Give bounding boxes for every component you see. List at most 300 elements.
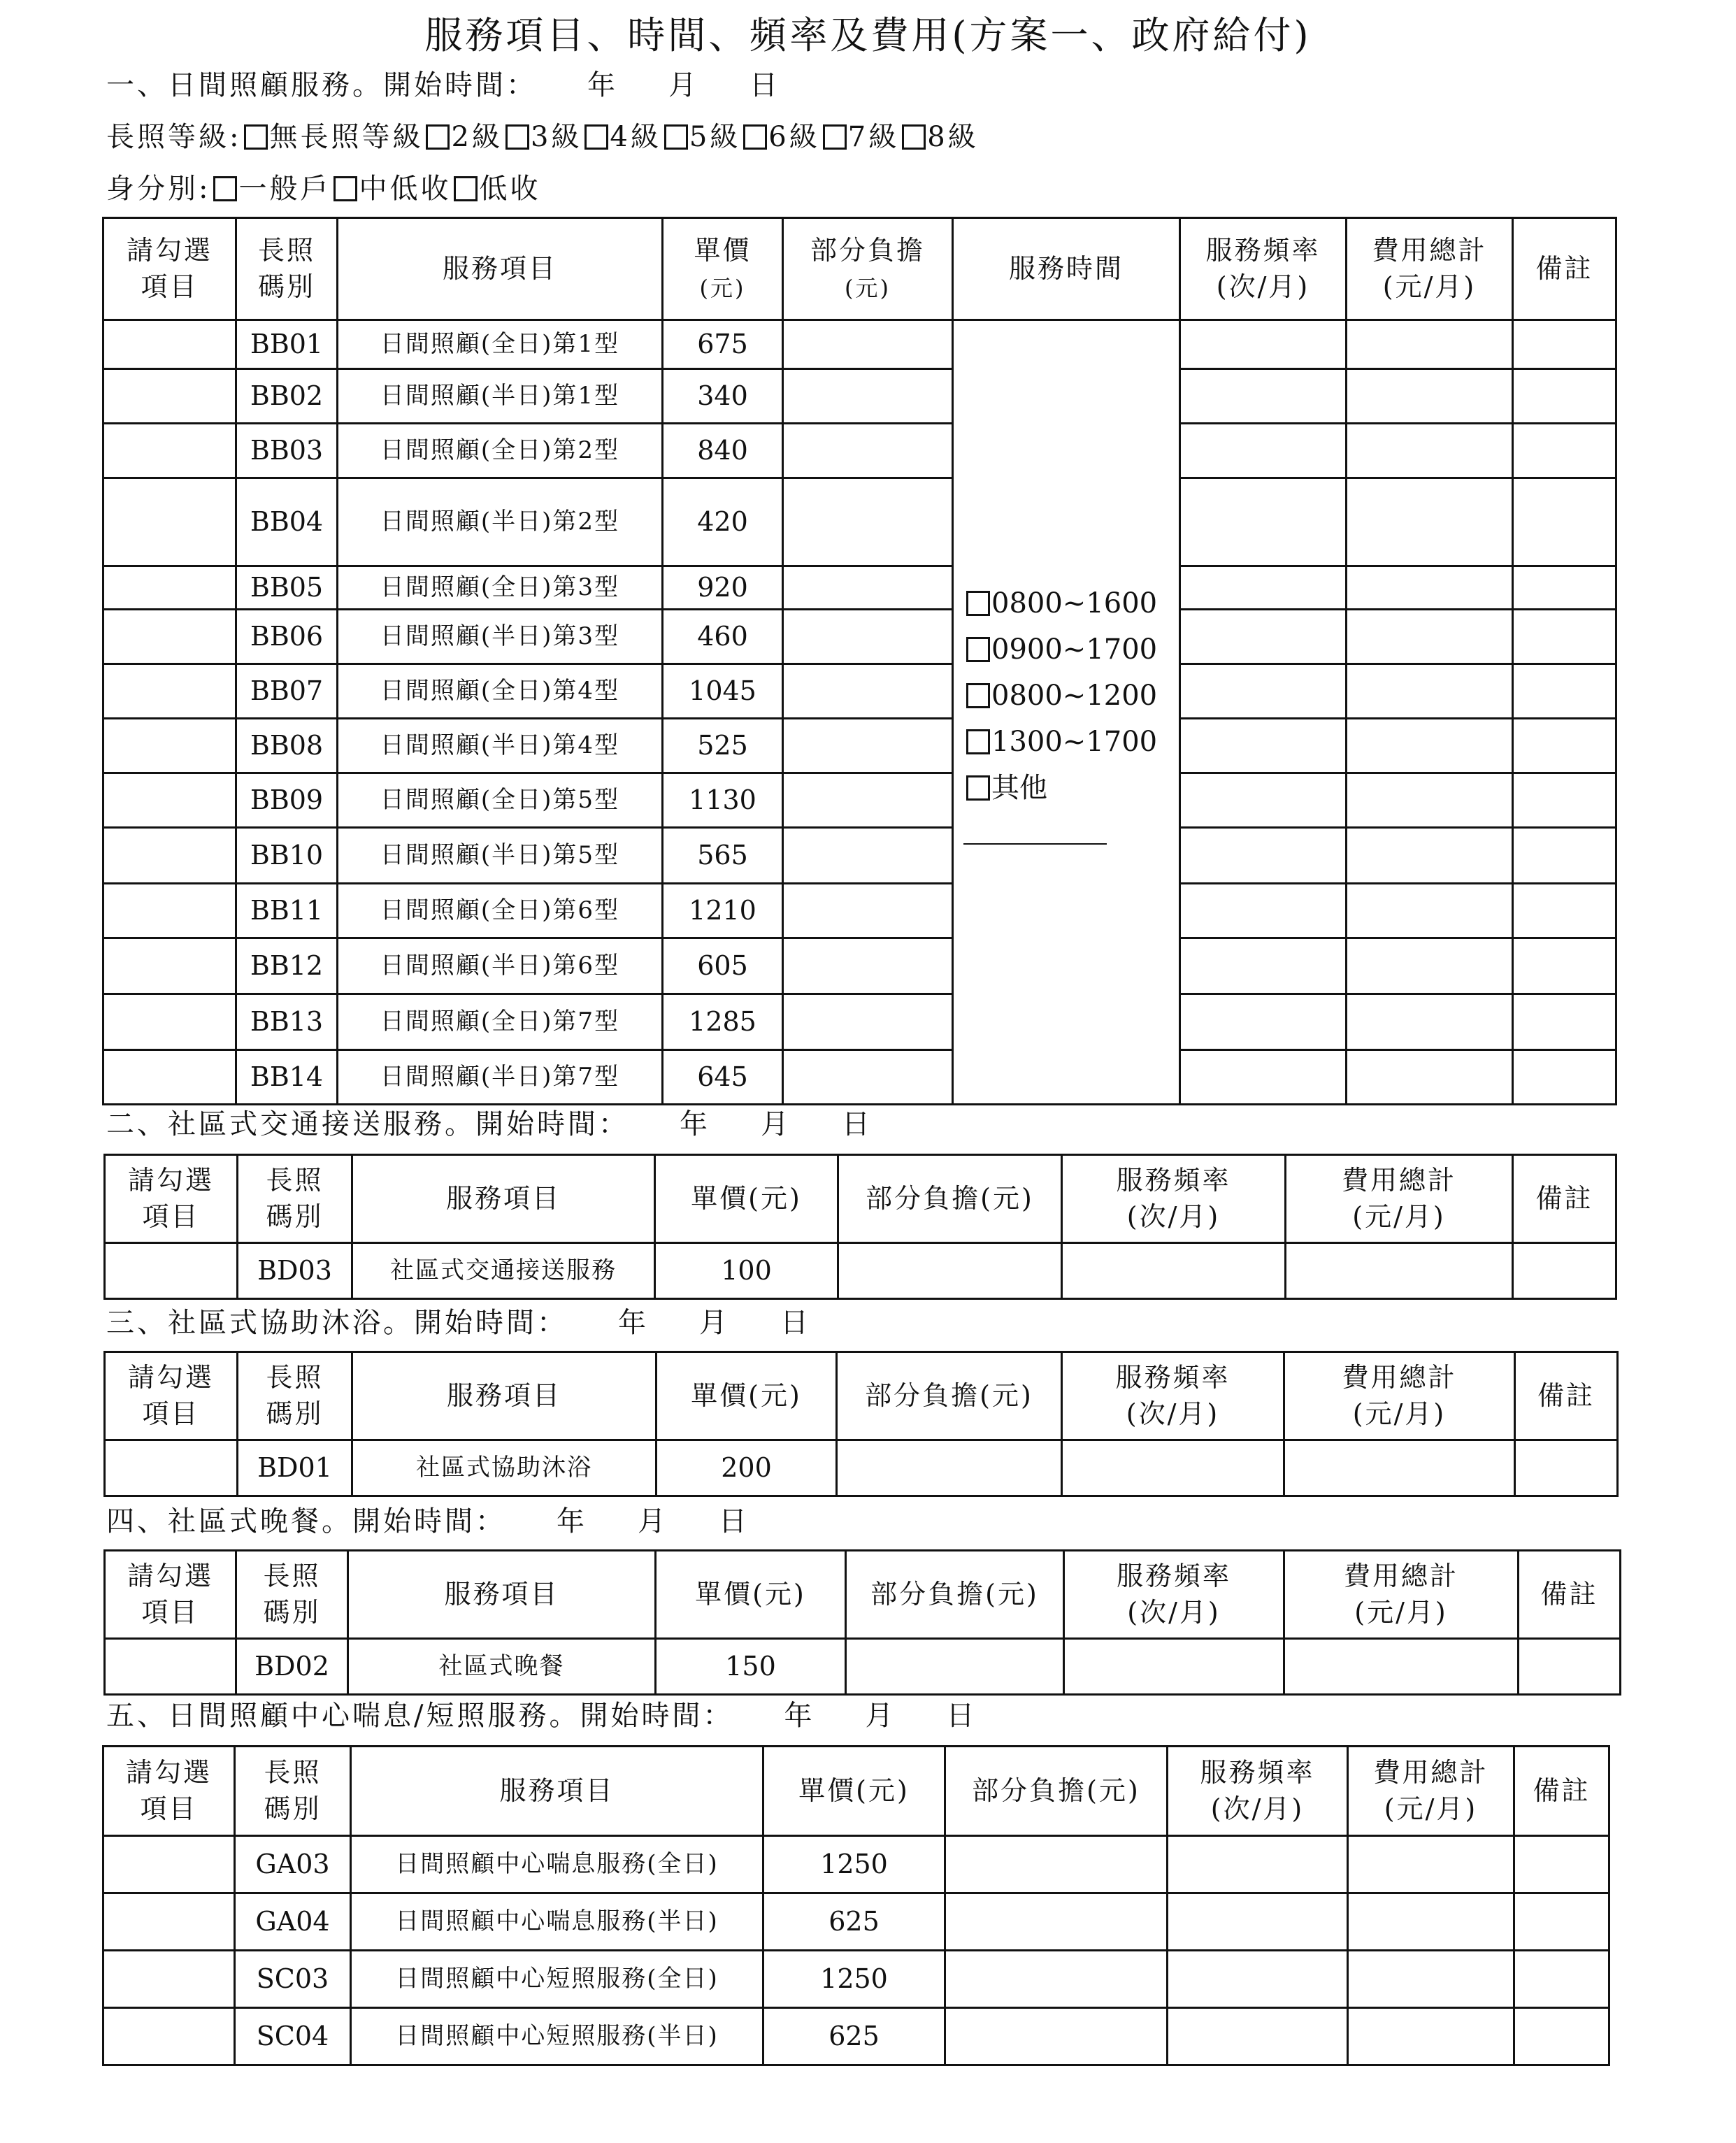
freq-cell[interactable]: [1180, 664, 1347, 719]
item-cell: 日間照顧(半日)第2型: [338, 478, 663, 566]
date-month: 月: [865, 1700, 896, 1732]
copay-cell[interactable]: [783, 773, 953, 828]
table-row: [103, 1893, 1609, 1951]
table-row: [103, 994, 1616, 1050]
header-price: 單價(元): [657, 1352, 837, 1440]
select-cell[interactable]: [105, 1639, 236, 1695]
copay-cell[interactable]: [783, 828, 953, 884]
select-cell[interactable]: [103, 773, 236, 828]
header-code: 長照 碼別: [236, 1551, 348, 1639]
item-cell: 日間照顧(半日)第7型: [338, 1050, 663, 1105]
select-cell[interactable]: [103, 664, 236, 719]
other-time-blank-line[interactable]: [963, 843, 1107, 845]
date-day: 日: [780, 1307, 811, 1339]
ltc-level-option: 5級: [689, 121, 741, 153]
table-row: [103, 664, 1616, 719]
price-cell: 1285: [663, 994, 783, 1050]
header-code: 長照 碼別: [238, 1352, 352, 1440]
header-price: 單價(元): [656, 1551, 846, 1639]
day-care-table: [102, 217, 1617, 1105]
price-cell: 565: [663, 828, 783, 884]
item-cell: 日間照顧中心短照服務(全日): [351, 1951, 763, 2008]
header-copay: 部分負擔(元): [846, 1551, 1064, 1639]
header-total: 費用總計 (元/月): [1284, 1352, 1515, 1440]
header-select: 請勾選 項目: [105, 1155, 238, 1243]
total-cell[interactable]: [1284, 1440, 1515, 1496]
code-cell: GA04: [235, 1893, 351, 1951]
date-month: 月: [699, 1307, 730, 1339]
freq-cell[interactable]: [1180, 566, 1347, 610]
freq-cell[interactable]: [1168, 1951, 1348, 2008]
table-row: [103, 566, 1616, 610]
section3-heading-text: 三、社區式協助沐浴。開始時間：: [106, 1307, 568, 1339]
header-freq: 服務頻率 (次/月): [1062, 1352, 1284, 1440]
header-select: 請勾選 項目: [105, 1551, 236, 1639]
header-total: 費用總計 (元/月): [1284, 1551, 1519, 1639]
table-row: [103, 1836, 1609, 1893]
header-copay: 部分負擔(元): [945, 1747, 1168, 1836]
price-cell: 1250: [763, 1951, 945, 2008]
copay-cell[interactable]: [783, 478, 953, 566]
header-price: 單價(元): [655, 1155, 838, 1243]
table-row: [103, 938, 1616, 994]
copay-cell[interactable]: [945, 2008, 1168, 2065]
item-cell: 日間照顧(全日)第5型: [338, 773, 663, 828]
section2-heading: [106, 1105, 873, 1144]
table-header: [105, 1352, 1618, 1440]
price-cell: 645: [663, 1050, 783, 1105]
freq-cell[interactable]: [1180, 938, 1347, 994]
freq-cell[interactable]: [1180, 320, 1347, 369]
table-row: [105, 1243, 1616, 1299]
date-day: 日: [749, 69, 780, 101]
time-option: 1300~1700: [963, 719, 1179, 765]
note-cell[interactable]: [1513, 994, 1616, 1050]
section4-heading-text: 四、社區式晚餐。開始時間：: [106, 1505, 506, 1538]
copay-cell[interactable]: [945, 1951, 1168, 2008]
total-cell[interactable]: [1347, 1050, 1513, 1105]
table-header: [105, 1155, 1616, 1243]
code-cell: BB07: [236, 664, 338, 719]
note-cell[interactable]: [1514, 2008, 1609, 2065]
freq-cell[interactable]: [1180, 719, 1347, 773]
total-cell[interactable]: [1347, 884, 1513, 938]
freq-cell[interactable]: [1180, 478, 1347, 566]
header-copay: 部分負擔(元): [838, 1155, 1062, 1243]
total-cell[interactable]: [1284, 1639, 1519, 1695]
code-cell: BB02: [236, 369, 338, 424]
code-cell: BB14: [236, 1050, 338, 1105]
copay-cell[interactable]: [945, 1836, 1168, 1893]
item-cell: 日間照顧(半日)第1型: [338, 369, 663, 424]
select-cell[interactable]: [103, 1893, 235, 1951]
note-cell[interactable]: [1513, 478, 1616, 566]
total-cell[interactable]: [1347, 424, 1513, 478]
note-cell[interactable]: [1513, 773, 1616, 828]
select-cell[interactable]: [103, 719, 236, 773]
table-row: [103, 719, 1616, 773]
total-cell[interactable]: [1347, 610, 1513, 664]
identity-option: 一般戶: [238, 173, 331, 205]
item-cell: 日間照顧(全日)第1型: [338, 320, 663, 369]
price-cell: 525: [663, 719, 783, 773]
page-title: 服務項目、時間、頻率及費用(方案一、政府給付): [424, 13, 1312, 57]
freq-cell[interactable]: [1180, 424, 1347, 478]
note-cell[interactable]: [1513, 1243, 1616, 1299]
header-price: 單價 (元): [663, 218, 783, 320]
price-cell: 840: [663, 424, 783, 478]
checkbox[interactable]: [213, 176, 237, 201]
item-cell: 日間照顧中心喘息服務(半日): [351, 1893, 763, 1951]
select-cell[interactable]: [103, 994, 236, 1050]
ltc-level-label: 長照等級:: [106, 121, 242, 153]
section2-heading-text: 二、社區式交通接送服務。開始時間：: [106, 1108, 629, 1140]
time-option: 0800~1600: [963, 580, 1179, 626]
freq-cell[interactable]: [1180, 773, 1347, 828]
ltc-level-option: 6級: [768, 121, 820, 153]
freq-cell[interactable]: [1180, 1050, 1347, 1105]
header-total: 費用總計 (元/月): [1348, 1747, 1514, 1836]
checkbox[interactable]: [584, 124, 608, 150]
copay-cell[interactable]: [837, 1440, 1062, 1496]
code-cell: BB12: [236, 938, 338, 994]
item-cell: 日間照顧中心短照服務(半日): [351, 2008, 763, 2065]
header-time: 服務時間: [953, 218, 1180, 320]
code-cell: BB05: [236, 566, 338, 610]
select-cell[interactable]: [103, 320, 236, 369]
section1-heading: [106, 66, 780, 105]
checkbox[interactable]: [966, 683, 990, 708]
select-cell[interactable]: [103, 478, 236, 566]
date-year: 年: [557, 1505, 587, 1538]
table-header: [105, 1551, 1621, 1639]
ltc-level-option: 3級: [530, 121, 582, 153]
note-cell[interactable]: [1513, 719, 1616, 773]
note-cell[interactable]: [1513, 828, 1616, 884]
select-cell[interactable]: [103, 1050, 236, 1105]
total-cell[interactable]: [1347, 994, 1513, 1050]
table-row: [105, 1639, 1621, 1695]
select-cell[interactable]: [103, 828, 236, 884]
code-cell: BB01: [236, 320, 338, 369]
select-cell[interactable]: [103, 1951, 235, 2008]
header-freq: 服務頻率 (次/月): [1168, 1747, 1348, 1836]
table-row: [103, 1050, 1616, 1105]
price-cell: 150: [656, 1639, 846, 1695]
price-cell: 920: [663, 566, 783, 610]
price-cell: 200: [657, 1440, 837, 1496]
date-year: 年: [680, 1108, 710, 1140]
table-header: [103, 1747, 1609, 1836]
item-cell: 社區式晚餐: [348, 1639, 656, 1695]
select-cell[interactable]: [103, 610, 236, 664]
item-cell: 日間照顧(半日)第4型: [338, 719, 663, 773]
freq-cell[interactable]: [1168, 2008, 1348, 2065]
price-cell: 625: [763, 1893, 945, 1951]
item-cell: 社區式交通接送服務: [352, 1243, 655, 1299]
table-row: [103, 610, 1616, 664]
header-code: 長照 碼別: [238, 1155, 352, 1243]
checkbox[interactable]: [966, 591, 990, 616]
date-year: 年: [587, 69, 618, 101]
select-cell[interactable]: [103, 1836, 235, 1893]
copay-cell[interactable]: [783, 719, 953, 773]
header-note: 備註: [1519, 1551, 1621, 1639]
note-cell[interactable]: [1513, 664, 1616, 719]
item-cell: 日間照顧中心喘息服務(全日): [351, 1836, 763, 1893]
freq-cell[interactable]: [1180, 369, 1347, 424]
section4-heading: [106, 1502, 749, 1541]
code-cell: BB10: [236, 828, 338, 884]
date-month: 月: [761, 1108, 791, 1140]
code-cell: SC03: [235, 1951, 351, 2008]
header-note: 備註: [1513, 1155, 1616, 1243]
date-day: 日: [842, 1108, 873, 1140]
total-cell[interactable]: [1347, 773, 1513, 828]
bathing-table: [103, 1351, 1619, 1497]
header-total: 費用總計 (元/月): [1347, 218, 1513, 320]
date-month: 月: [638, 1505, 668, 1538]
copay-cell[interactable]: [783, 884, 953, 938]
total-cell[interactable]: [1347, 938, 1513, 994]
total-cell[interactable]: [1348, 2008, 1514, 2065]
freq-cell[interactable]: [1168, 1836, 1348, 1893]
total-cell[interactable]: [1347, 320, 1513, 369]
price-cell: 625: [763, 2008, 945, 2065]
header-code: 長照 碼別: [236, 218, 338, 320]
checkbox[interactable]: [902, 124, 926, 150]
checkbox[interactable]: [505, 124, 529, 150]
copay-cell[interactable]: [783, 610, 953, 664]
table-row: [103, 828, 1616, 884]
copay-cell[interactable]: [783, 320, 953, 369]
note-cell[interactable]: [1513, 369, 1616, 424]
total-cell[interactable]: [1347, 664, 1513, 719]
select-cell[interactable]: [105, 1243, 238, 1299]
identity-option: 低收: [479, 173, 541, 205]
code-cell: BB11: [236, 884, 338, 938]
copay-cell[interactable]: [783, 566, 953, 610]
respite-table: [102, 1745, 1610, 2066]
header-freq: 服務頻率 (次/月): [1064, 1551, 1284, 1639]
note-cell[interactable]: [1513, 320, 1616, 369]
total-cell[interactable]: [1348, 1951, 1514, 2008]
ltc-level-row: [106, 117, 979, 157]
price-cell: 675: [663, 320, 783, 369]
identity-label: 身分別:: [106, 173, 211, 205]
price-cell: 460: [663, 610, 783, 664]
checkbox[interactable]: [743, 124, 767, 150]
copay-cell[interactable]: [783, 994, 953, 1050]
header-select: 請勾選 項目: [105, 1352, 238, 1440]
total-cell[interactable]: [1347, 828, 1513, 884]
date-month: 月: [668, 69, 699, 101]
copay-cell[interactable]: [838, 1243, 1062, 1299]
price-cell: 1250: [763, 1836, 945, 1893]
total-cell[interactable]: [1347, 369, 1513, 424]
freq-cell[interactable]: [1180, 884, 1347, 938]
table-row: [103, 424, 1616, 478]
header-item: 服務項目: [352, 1155, 655, 1243]
dinner-table: [103, 1549, 1621, 1696]
transport-table: [103, 1154, 1617, 1300]
code-cell: GA03: [235, 1836, 351, 1893]
section5-heading-text: 五、日間照顧中心喘息/短照服務。開始時間：: [106, 1700, 734, 1732]
identity-option: 中低收: [359, 173, 452, 205]
table-row: [103, 369, 1616, 424]
note-cell[interactable]: [1514, 1951, 1609, 2008]
code-cell: BD02: [236, 1639, 348, 1695]
select-cell[interactable]: [103, 884, 236, 938]
freq-cell[interactable]: [1064, 1639, 1284, 1695]
freq-cell[interactable]: [1062, 1440, 1284, 1496]
checkbox[interactable]: [454, 176, 478, 201]
time-option: 0900~1700: [963, 626, 1179, 673]
code-cell: SC04: [235, 2008, 351, 2065]
header-freq: 服務頻率 (次/月): [1180, 218, 1347, 320]
header-select: 請勾選 項目: [103, 1747, 235, 1836]
table-row: [103, 320, 1616, 369]
code-cell: BD01: [238, 1440, 352, 1496]
select-cell[interactable]: [103, 938, 236, 994]
header-note: 備註: [1515, 1352, 1618, 1440]
header-code: 長照 碼別: [235, 1747, 351, 1836]
item-cell: 日間照顧(全日)第3型: [338, 566, 663, 610]
code-cell: BB04: [236, 478, 338, 566]
checkbox[interactable]: [966, 637, 990, 662]
ltc-level-option: 4級: [610, 121, 661, 153]
freq-cell[interactable]: [1180, 610, 1347, 664]
copay-cell[interactable]: [846, 1639, 1064, 1695]
copay-cell[interactable]: [783, 1050, 953, 1105]
ltc-level-option: 7級: [847, 121, 900, 153]
note-cell[interactable]: [1513, 566, 1616, 610]
select-cell[interactable]: [103, 566, 236, 610]
checkbox[interactable]: [664, 124, 688, 150]
table-row: [103, 478, 1616, 566]
ltc-level-option: 無長照等級: [269, 121, 424, 153]
item-cell: 日間照顧(半日)第3型: [338, 610, 663, 664]
total-cell[interactable]: [1347, 566, 1513, 610]
date-year: 年: [784, 1700, 815, 1732]
select-cell[interactable]: [105, 1440, 238, 1496]
code-cell: BB06: [236, 610, 338, 664]
freq-cell[interactable]: [1062, 1243, 1286, 1299]
date-day: 日: [946, 1700, 977, 1732]
copay-cell[interactable]: [783, 664, 953, 719]
note-cell[interactable]: [1514, 1836, 1609, 1893]
copay-cell[interactable]: [783, 369, 953, 424]
table-row: [103, 2008, 1609, 2065]
section1-heading-text: 一、日間照顧服務。開始時間：: [106, 69, 537, 101]
note-cell[interactable]: [1513, 938, 1616, 994]
price-cell: 100: [655, 1243, 838, 1299]
total-cell[interactable]: [1286, 1243, 1513, 1299]
header-total: 費用總計 (元/月): [1286, 1155, 1513, 1243]
date-year: 年: [618, 1307, 649, 1339]
header-freq: 服務頻率 (次/月): [1062, 1155, 1286, 1243]
identity-row: [106, 169, 540, 208]
note-cell[interactable]: [1513, 1050, 1616, 1105]
price-cell: 340: [663, 369, 783, 424]
select-cell[interactable]: [103, 424, 236, 478]
note-cell[interactable]: [1513, 884, 1616, 938]
freq-cell[interactable]: [1168, 1893, 1348, 1951]
checkbox[interactable]: [966, 775, 990, 801]
copay-cell[interactable]: [945, 1893, 1168, 1951]
section5-heading: [106, 1696, 977, 1735]
code-cell: BB08: [236, 719, 338, 773]
note-cell[interactable]: [1515, 1440, 1618, 1496]
price-cell: 1045: [663, 664, 783, 719]
item-cell: 日間照顧(全日)第2型: [338, 424, 663, 478]
service-time-cell: [953, 320, 1180, 1105]
select-cell[interactable]: [103, 369, 236, 424]
checkbox[interactable]: [966, 729, 990, 754]
time-option: 0800~1200: [963, 673, 1179, 719]
code-cell: BB13: [236, 994, 338, 1050]
total-cell[interactable]: [1347, 719, 1513, 773]
header-note: 備註: [1514, 1747, 1609, 1836]
table-row: [103, 773, 1616, 828]
table-row: [103, 884, 1616, 938]
checkbox[interactable]: [823, 124, 847, 150]
header-item: 服務項目: [351, 1747, 763, 1836]
total-cell[interactable]: [1348, 1836, 1514, 1893]
header-item: 服務項目: [338, 218, 663, 320]
item-cell: 日間照顧(全日)第7型: [338, 994, 663, 1050]
checkbox[interactable]: [426, 124, 450, 150]
freq-cell[interactable]: [1180, 828, 1347, 884]
checkbox[interactable]: [244, 124, 268, 150]
total-cell[interactable]: [1347, 478, 1513, 566]
header-item: 服務項目: [348, 1551, 656, 1639]
note-cell[interactable]: [1519, 1639, 1621, 1695]
item-cell: 日間照顧(全日)第6型: [338, 884, 663, 938]
header-copay: 部分負擔 (元): [783, 218, 953, 320]
price-cell: 1210: [663, 884, 783, 938]
note-cell[interactable]: [1513, 610, 1616, 664]
header-copay: 部分負擔(元): [837, 1352, 1062, 1440]
copay-cell[interactable]: [783, 938, 953, 994]
freq-cell[interactable]: [1180, 994, 1347, 1050]
item-cell: 日間照顧(半日)第5型: [338, 828, 663, 884]
price-cell: 420: [663, 478, 783, 566]
copay-cell[interactable]: [783, 424, 953, 478]
note-cell[interactable]: [1513, 424, 1616, 478]
item-cell: 社區式協助沐浴: [352, 1440, 657, 1496]
table-header: [103, 218, 1616, 320]
header-select: 請勾選 項目: [103, 218, 236, 320]
table-row: [105, 1440, 1618, 1496]
code-cell: BB03: [236, 424, 338, 478]
item-cell: 日間照顧(半日)第6型: [338, 938, 663, 994]
price-cell: 605: [663, 938, 783, 994]
total-cell[interactable]: [1348, 1893, 1514, 1951]
ltc-level-option: 8級: [927, 121, 979, 153]
select-cell[interactable]: [103, 2008, 235, 2065]
header-price: 單價(元): [763, 1747, 945, 1836]
ltc-level-option: 2級: [451, 121, 503, 153]
code-cell: BD03: [238, 1243, 352, 1299]
header-note: 備註: [1513, 218, 1616, 320]
table-row: [103, 1951, 1609, 2008]
note-cell[interactable]: [1514, 1893, 1609, 1951]
time-option: 其他: [963, 765, 1179, 811]
price-cell: 1130: [663, 773, 783, 828]
checkbox[interactable]: [333, 176, 357, 201]
header-item: 服務項目: [352, 1352, 657, 1440]
